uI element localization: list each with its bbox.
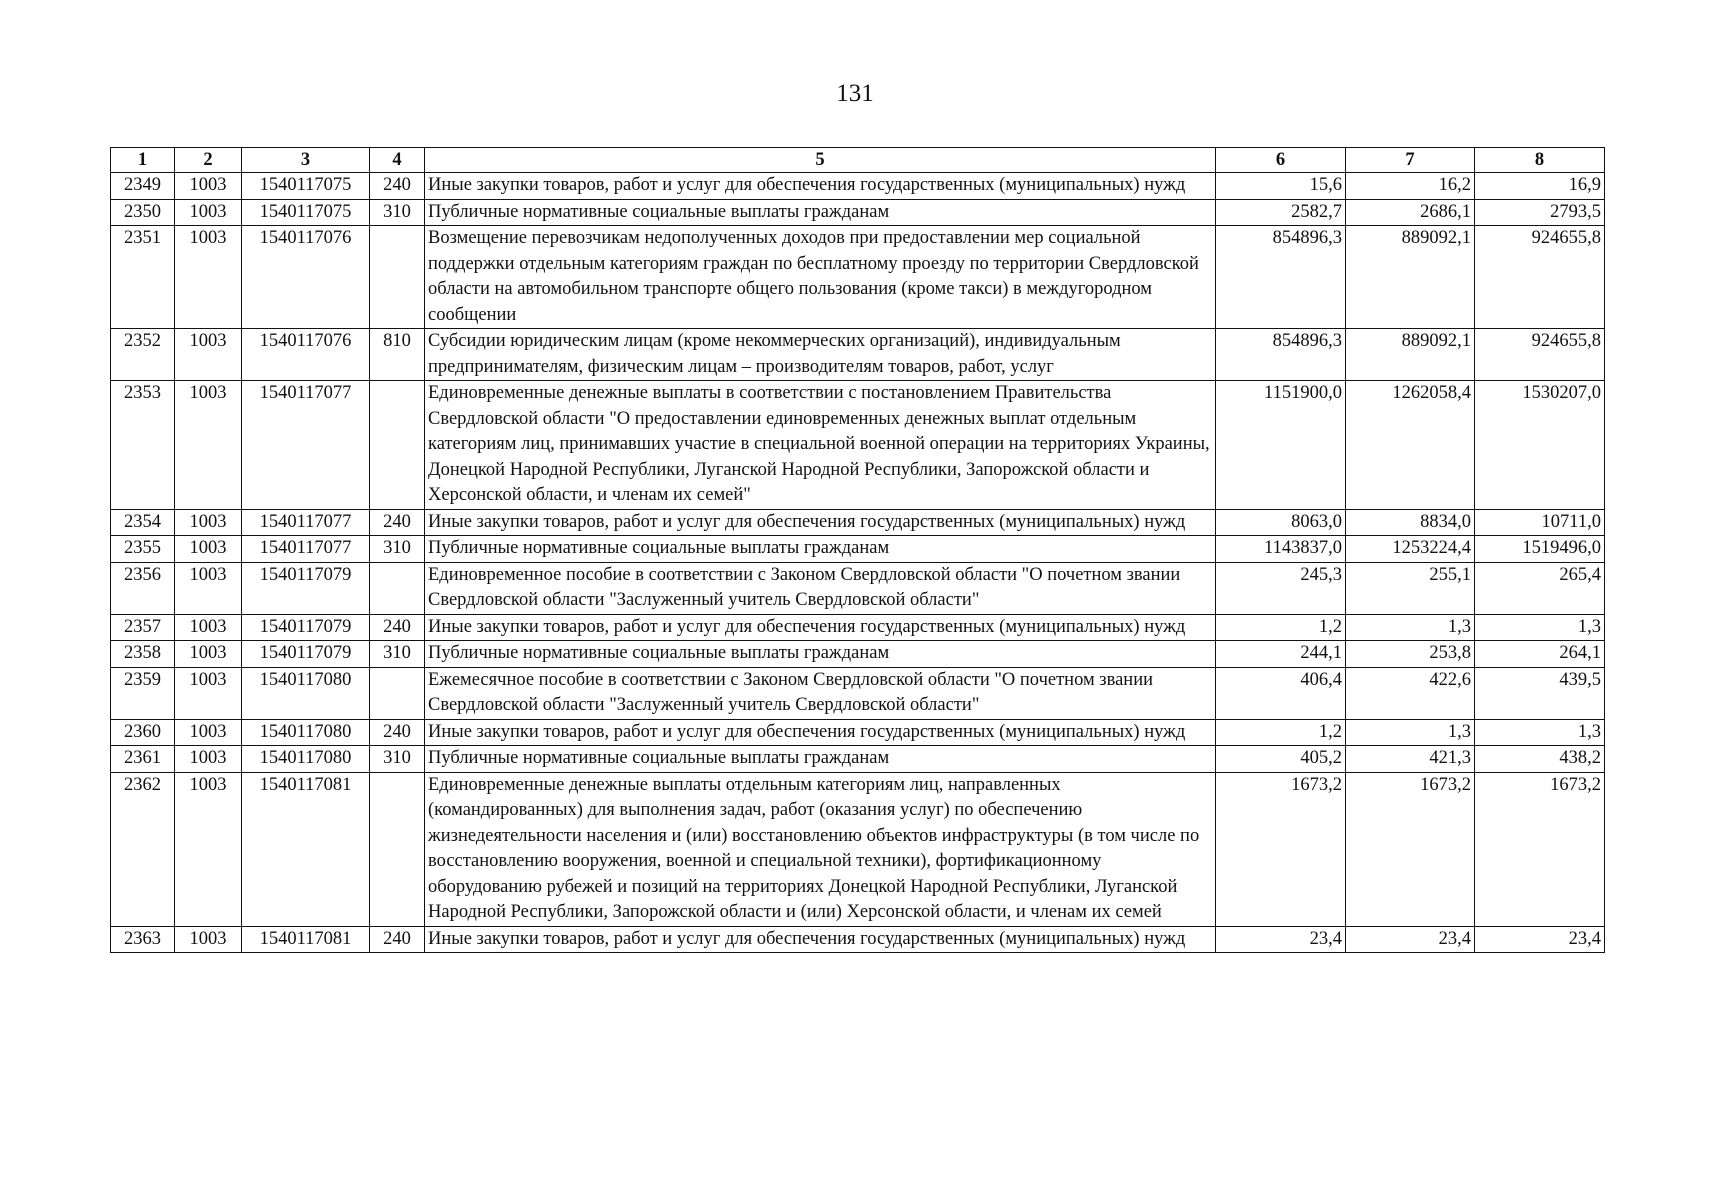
- amount-col-8: 1519496,0: [1475, 536, 1605, 563]
- row-number: 2351: [111, 226, 175, 329]
- section-code: 1003: [175, 173, 242, 200]
- table-row: [111, 746, 1605, 773]
- header-cell: 6: [1216, 148, 1346, 173]
- amount-col-8: 10711,0: [1475, 509, 1605, 536]
- amount-col-7: 253,8: [1346, 641, 1475, 668]
- expense-type-code: [370, 562, 425, 614]
- amount-col-7: 889092,1: [1346, 329, 1475, 381]
- expense-type-code: [370, 226, 425, 329]
- amount-col-6: 244,1: [1216, 641, 1346, 668]
- amount-col-7: 1,3: [1346, 719, 1475, 746]
- table-row: [111, 641, 1605, 668]
- header-cell: 3: [242, 148, 370, 173]
- target-article-code: 1540117077: [242, 381, 370, 510]
- amount-col-7: 1262058,4: [1346, 381, 1475, 510]
- row-number: 2362: [111, 772, 175, 926]
- header-row: [111, 148, 1605, 173]
- target-article-code: 1540117077: [242, 536, 370, 563]
- amount-col-8: 439,5: [1475, 667, 1605, 719]
- target-article-code: 1540117077: [242, 509, 370, 536]
- item-name: Публичные нормативные социальные выплаты гражданам: [425, 746, 1216, 773]
- table-row: [111, 199, 1605, 226]
- section-code: 1003: [175, 614, 242, 641]
- section-code: 1003: [175, 329, 242, 381]
- amount-col-7: 889092,1: [1346, 226, 1475, 329]
- amount-col-6: 854896,3: [1216, 329, 1346, 381]
- target-article-code: 1540117080: [242, 667, 370, 719]
- expense-type-code: 240: [370, 614, 425, 641]
- expense-type-code: [370, 667, 425, 719]
- amount-col-7: 1673,2: [1346, 772, 1475, 926]
- section-code: 1003: [175, 641, 242, 668]
- target-article-code: 1540117081: [242, 926, 370, 953]
- budget-table: [110, 147, 1605, 953]
- amount-col-8: 924655,8: [1475, 226, 1605, 329]
- table-row: [111, 381, 1605, 510]
- expense-type-code: 240: [370, 926, 425, 953]
- item-name: Ежемесячное пособие в соответствии с Законом Свердловской области "О почетном звании Свердловской области "Заслуженный учитель Свердловской области": [425, 667, 1216, 719]
- section-code: 1003: [175, 719, 242, 746]
- item-name: Субсидии юридическим лицам (кроме некоммерческих организаций), индивидуальным предпринимателям, физическим лицам – производителям товаров, работ, услуг: [425, 329, 1216, 381]
- amount-col-7: 16,2: [1346, 173, 1475, 200]
- amount-col-6: 15,6: [1216, 173, 1346, 200]
- amount-col-8: 1,3: [1475, 719, 1605, 746]
- table-row: [111, 329, 1605, 381]
- item-name: Иные закупки товаров, работ и услуг для обеспечения государственных (муниципальных) нужд: [425, 173, 1216, 200]
- row-number: 2350: [111, 199, 175, 226]
- amount-col-7: 422,6: [1346, 667, 1475, 719]
- amount-col-7: 23,4: [1346, 926, 1475, 953]
- header-cell: 7: [1346, 148, 1475, 173]
- target-article-code: 1540117079: [242, 614, 370, 641]
- amount-col-6: 405,2: [1216, 746, 1346, 773]
- amount-col-6: 8063,0: [1216, 509, 1346, 536]
- section-code: 1003: [175, 226, 242, 329]
- target-article-code: 1540117080: [242, 746, 370, 773]
- table-row: [111, 719, 1605, 746]
- row-number: 2357: [111, 614, 175, 641]
- expense-type-code: 310: [370, 746, 425, 773]
- item-name: Иные закупки товаров, работ и услуг для обеспечения государственных (муниципальных) нужд: [425, 509, 1216, 536]
- item-name: Единовременное пособие в соответствии с Законом Свердловской области "О почетном звании Свердловской области "Заслуженный учитель Свердловской области": [425, 562, 1216, 614]
- item-name: Иные закупки товаров, работ и услуг для обеспечения государственных (муниципальных) нужд: [425, 614, 1216, 641]
- table-row: [111, 667, 1605, 719]
- amount-col-7: 2686,1: [1346, 199, 1475, 226]
- table-row: [111, 926, 1605, 953]
- table-row: [111, 509, 1605, 536]
- item-name: Иные закупки товаров, работ и услуг для обеспечения государственных (муниципальных) нужд: [425, 719, 1216, 746]
- amount-col-6: 1143837,0: [1216, 536, 1346, 563]
- amount-col-8: 16,9: [1475, 173, 1605, 200]
- section-code: 1003: [175, 772, 242, 926]
- target-article-code: 1540117081: [242, 772, 370, 926]
- section-code: 1003: [175, 381, 242, 510]
- header-cell: 4: [370, 148, 425, 173]
- amount-col-6: 1,2: [1216, 719, 1346, 746]
- amount-col-6: 1673,2: [1216, 772, 1346, 926]
- item-name: Единовременные денежные выплаты в соответствии с постановлением Правительства Свердловской области "О предоставлении единовременных денежных выплат отдельным категориям лиц, принимавших участие в специальной военной операции на территориях Украины, Донецкой Народной Республики, Луганской Народной Республики, Запорожской области и Херсонской области, и членам их семей": [425, 381, 1216, 510]
- row-number: 2354: [111, 509, 175, 536]
- target-article-code: 1540117076: [242, 226, 370, 329]
- header-cell: 2: [175, 148, 242, 173]
- amount-col-7: 255,1: [1346, 562, 1475, 614]
- table-row: [111, 614, 1605, 641]
- section-code: 1003: [175, 746, 242, 773]
- row-number: 2360: [111, 719, 175, 746]
- table-row: [111, 226, 1605, 329]
- expense-type-code: 810: [370, 329, 425, 381]
- section-code: 1003: [175, 536, 242, 563]
- row-number: 2358: [111, 641, 175, 668]
- table-row: [111, 173, 1605, 200]
- amount-col-7: 421,3: [1346, 746, 1475, 773]
- item-name: Единовременные денежные выплаты отдельным категориям лиц, направленных (командированных) для выполнения задач, работ (оказания услуг) по обеспечению жизнедеятельности населения и (или) восстановлению объектов инфраструктуры (в том числе по восстановлению вооружения, военной и специальной техники), фортификационному оборудованию рубежей и позиций на территориях Донецкой Народной Республики, Луганской Народной Республики, Запорожской области и (или) Херсонской области, и членам их семей: [425, 772, 1216, 926]
- expense-type-code: 240: [370, 173, 425, 200]
- target-article-code: 1540117080: [242, 719, 370, 746]
- section-code: 1003: [175, 926, 242, 953]
- table-row: [111, 772, 1605, 926]
- table-row: [111, 536, 1605, 563]
- amount-col-6: 1,2: [1216, 614, 1346, 641]
- amount-col-6: 2582,7: [1216, 199, 1346, 226]
- expense-type-code: 240: [370, 509, 425, 536]
- item-name: Иные закупки товаров, работ и услуг для обеспечения государственных (муниципальных) нужд: [425, 926, 1216, 953]
- row-number: 2352: [111, 329, 175, 381]
- amount-col-6: 854896,3: [1216, 226, 1346, 329]
- expense-type-code: 240: [370, 719, 425, 746]
- header-cell: 5: [425, 148, 1216, 173]
- section-code: 1003: [175, 199, 242, 226]
- section-code: 1003: [175, 509, 242, 536]
- target-article-code: 1540117076: [242, 329, 370, 381]
- header-cell: 1: [111, 148, 175, 173]
- page-number: 131: [836, 80, 874, 107]
- row-number: 2349: [111, 173, 175, 200]
- expense-type-code: [370, 772, 425, 926]
- amount-col-8: 265,4: [1475, 562, 1605, 614]
- section-code: 1003: [175, 667, 242, 719]
- amount-col-8: 1673,2: [1475, 772, 1605, 926]
- expense-type-code: 310: [370, 641, 425, 668]
- amount-col-8: 23,4: [1475, 926, 1605, 953]
- header-cell: 8: [1475, 148, 1605, 173]
- amount-col-7: 1253224,4: [1346, 536, 1475, 563]
- row-number: 2359: [111, 667, 175, 719]
- row-number: 2353: [111, 381, 175, 510]
- amount-col-8: 438,2: [1475, 746, 1605, 773]
- target-article-code: 1540117079: [242, 641, 370, 668]
- section-code: 1003: [175, 562, 242, 614]
- target-article-code: 1540117075: [242, 199, 370, 226]
- row-number: 2363: [111, 926, 175, 953]
- expense-type-code: 310: [370, 536, 425, 563]
- amount-col-6: 245,3: [1216, 562, 1346, 614]
- target-article-code: 1540117075: [242, 173, 370, 200]
- item-name: Публичные нормативные социальные выплаты гражданам: [425, 199, 1216, 226]
- expense-type-code: 310: [370, 199, 425, 226]
- item-name: Возмещение перевозчикам недополученных доходов при предоставлении мер социальной поддержки отдельным категориям граждан по бесплатному проезду по территории Свердловской области на автомобильном транспорте общего пользования (кроме такси) в междугородном сообщении: [425, 226, 1216, 329]
- amount-col-8: 1530207,0: [1475, 381, 1605, 510]
- expense-type-code: [370, 381, 425, 510]
- item-name: Публичные нормативные социальные выплаты гражданам: [425, 641, 1216, 668]
- amount-col-8: 264,1: [1475, 641, 1605, 668]
- amount-col-8: 2793,5: [1475, 199, 1605, 226]
- amount-col-6: 23,4: [1216, 926, 1346, 953]
- row-number: 2356: [111, 562, 175, 614]
- row-number: 2361: [111, 746, 175, 773]
- table-row: [111, 562, 1605, 614]
- amount-col-6: 1151900,0: [1216, 381, 1346, 510]
- amount-col-8: 1,3: [1475, 614, 1605, 641]
- row-number: 2355: [111, 536, 175, 563]
- item-name: Публичные нормативные социальные выплаты гражданам: [425, 536, 1216, 563]
- amount-col-7: 8834,0: [1346, 509, 1475, 536]
- target-article-code: 1540117079: [242, 562, 370, 614]
- amount-col-7: 1,3: [1346, 614, 1475, 641]
- amount-col-6: 406,4: [1216, 667, 1346, 719]
- amount-col-8: 924655,8: [1475, 329, 1605, 381]
